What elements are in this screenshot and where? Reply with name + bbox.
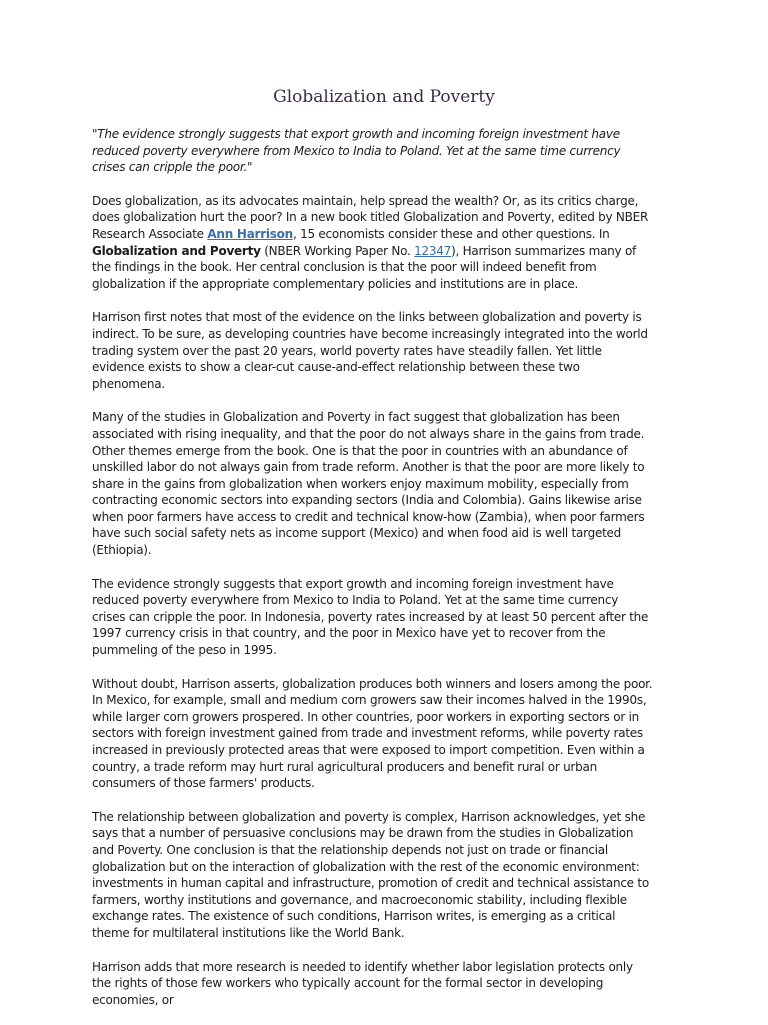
pull-quote: "The evidence strongly suggests that export growth and incoming foreign investment have reduced poverty everywhere from Mexico to India to Poland. Yet at the same time currency crises can cripple the poor." [92, 127, 621, 175]
intro-text-4: ), Harrison summarizes many of the findings in the book. Her central conclusion is that the poor will indeed benefit from globalization if the appropriate complementary policies and institutions are in place. [92, 243, 637, 291]
body-paragraph: Without doubt, Harrison asserts, globalization produces both winners and losers among the poor. In Mexico, for example, small and medium corn growers saw their incomes halved in the 1990s, while larger corn growers prospered. In other countries, poor workers in exporting sectors or in sectors with foreign investment gained from trade and investment reforms, while poverty rates increased in previously protected areas that were exposed to import competition. Even within a country, a trade reform may hurt rural agricultural producers and benefit rural or urban consumers of those farmers' products. [92, 676, 653, 791]
article-body [92, 126, 654, 1025]
intro-text-3: (NBER Working Paper No. [260, 243, 415, 258]
page-title: Globalization and Poverty [273, 87, 495, 107]
intro-text-2: , 15 economists consider these and other questions. In [292, 226, 610, 241]
book-title-bold: Globalization and Poverty [92, 243, 261, 258]
body-paragraph: Harrison adds that more research is needed to identify whether labor legislation protects only the rights of those few workers who typically account for the formal sector in developing economies, or [92, 959, 633, 1007]
intro-paragraph [92, 193, 654, 293]
body-paragraph: Many of the studies in Globalization and Poverty in fact suggest that globalization has been associated with rising inequality, and that the poor do not always share in the gains from trade. Other themes emerge from the book. One is that the poor in countries with an abundance of unskilled labor do not always gain from trade reform. Another is that the poor are more likely to share in the gains from globalization when workers enjoy maximum mobility, especially from contracting economic sectors into expanding sectors (India and Colombia). Gains likewise arise when poor farmers have access to credit and technical know-how (Zambia), when poor farmers have such social safety nets as income support (Mexico) and when food aid is well targeted (Ethiopia). [92, 410, 645, 558]
intro-text-1: Does globalization, as its advocates maintain, help spread the wealth? Or, as its critics charge, does globalization hurt the poor? In a new book titled Globalization and Poverty, edited by NBER Research Associate [92, 193, 649, 241]
body-paragraph: The evidence strongly suggests that export growth and incoming foreign investment have reduced poverty everywhere from Mexico to India to Poland. Yet at the same time currency crises can cripple the poor. In Indonesia, poverty rates increased by at least 50 percent after the 1997 currency crisis in that country, and the poor in Mexico have yet to recover from the pummeling of the peso in 1995. [92, 576, 649, 658]
body-paragraph: The relationship between globalization and poverty is complex, Harrison acknowledges, yet she says that a number of persuasive conclusions may be drawn from the studies in Globalization and Poverty. One conclusion is that the relationship depends not just on trade or financial globalization but on the interaction of globalization with the rest of the economic environment: investments in human capital and infrastructure, promotion of credit and technical assistance to farmers, worthy institutions and governance, and macroeconomic stability, including flexible exchange rates. The existence of such conditions, Harrison writes, is emerging as a critical theme for multilateral institutions like the World Bank. [92, 809, 649, 940]
body-paragraph: Harrison first notes that most of the evidence on the links between globalization and poverty is indirect. To be sure, as developing countries have become increasingly integrated into the world trading system over the past 20 years, world poverty rates have steadily fallen. Yet little evidence exists to show a clear-cut cause-and-effect relationship between these two phenomena. [92, 310, 648, 391]
author-link[interactable]: Ann Harrison [207, 226, 293, 241]
working-paper-link[interactable]: 12347 [414, 243, 452, 258]
